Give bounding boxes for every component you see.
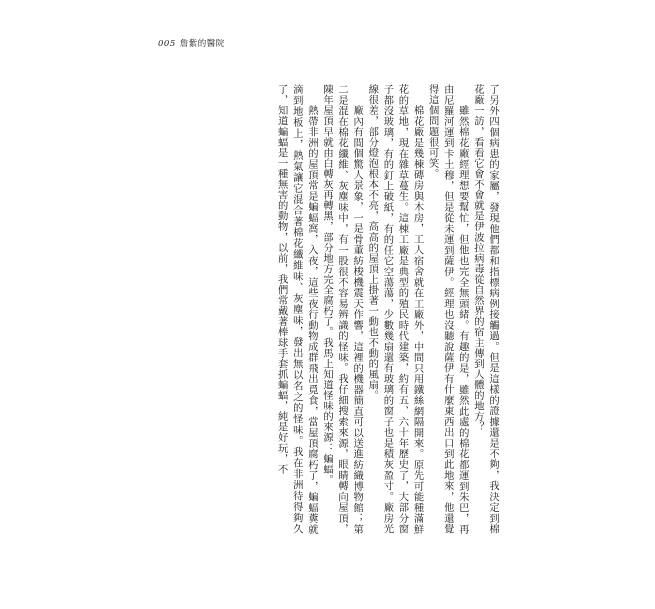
vertical-body-text bbox=[160, 84, 500, 534]
book-title: 詹紫的醫院 bbox=[179, 39, 225, 49]
paragraph: 廠內有間個驚人景象，一是骨董紡梭機震天作響，這裡的機器簡直可以送進紡織博物館；第二是混在棉花纖維、灰塵味中，有一股很不容易辨識的怪味。我仔細搜索來源，眼睛轉向屋頂，陳年屋頂早就由白轉灰再轉黑，部分地方完全腐朽了。我馬上知道怪味的來源：蝙蝠。 bbox=[320, 84, 364, 534]
running-header bbox=[158, 37, 225, 49]
paragraph: 棉花廠是幾棟磚房與木房，工人宿舍就在工廠外，中間只用鐵絲網隔開來。原先可能種滿鮮花的草地，現在雜草蔓生。這棟工廠是典型的殖民時代建築，約有五、六十年歷史了，大部分窗子都沒玻璃，有的釘上破紙，有的任它空蕩蕩，少數幾扇還有玻璃的窗子也是積灰盈寸。廠房光線很差，部分燈泡根本不亮，高高的屋頂上掛著一動也不動的風扇。 bbox=[366, 84, 424, 534]
page-number: 005 bbox=[158, 39, 176, 49]
paragraph: 雖然棉花廠經理想要幫忙，但他也完全無頭緒。有趣的是，雖然此處的棉花都運到朱巴，再由尼羅河運到卡土穆，但是從未運到薩伊。經理也沒聽說薩伊有什麼東西出口到此地來，他還覺得這個問題很可笑。 bbox=[426, 84, 469, 534]
paragraph: 熱帶非洲的屋頂常是蝙蝠窩，入夜，這些夜行動物成群飛出覓食，當屋頂腐朽了，蝙蝠糞就滴到地板上，熱氣讓它混合著棉花纖維味、灰塵味，發出無以名之的怪味。我在非洲待得夠久了，知道蝙蝠是一種無害的動物，以前，我們常戴著棒球手套抓蝙蝠，純是好玩，不 bbox=[275, 84, 318, 534]
paragraph: 了另外四個病患的家屬，發現他們都和指標病例接觸過。但是這樣的證據還是不夠，我決定到棉花廠一訪，看看它會不會就是伊波拉病毒從自然界的宿主傳到人體的地方？ bbox=[471, 84, 499, 534]
